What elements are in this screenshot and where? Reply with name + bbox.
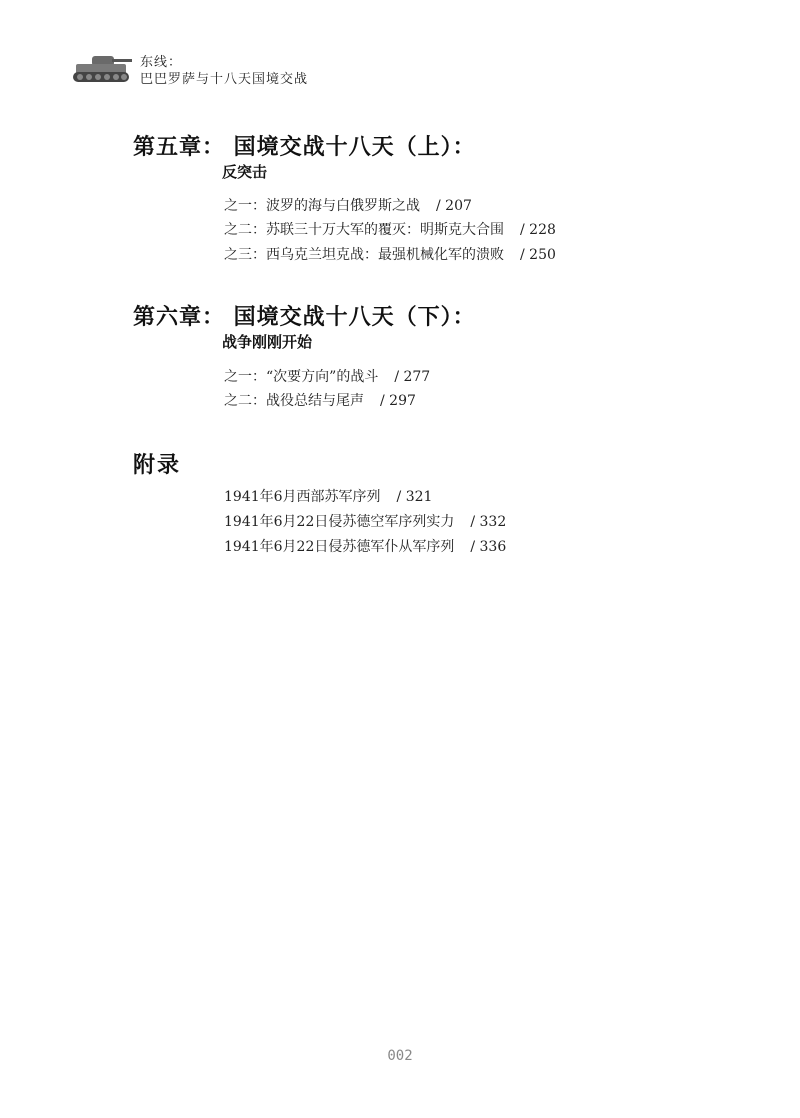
entry-page: / 277 <box>394 369 431 385</box>
appendix-title: 附录 <box>133 452 182 478</box>
chapter-5-subtitle: 反突击 <box>222 163 268 181</box>
running-header <box>72 48 432 88</box>
toc-entry[interactable] <box>224 219 556 239</box>
entry-page: / 297 <box>380 393 416 409</box>
appendix-entry[interactable] <box>224 486 432 506</box>
entry-page: / 332 <box>470 514 507 530</box>
tank-icon <box>72 50 134 86</box>
entry-page: / 207 <box>436 198 472 214</box>
toc-entry[interactable] <box>224 244 556 264</box>
entry-title: 1941年6月西部苏军序列 <box>224 489 381 505</box>
entry-page: / 250 <box>520 247 556 263</box>
header-title-line2: 巴巴罗萨与十八天国境交战 <box>140 72 309 87</box>
toc-entry[interactable] <box>224 366 430 386</box>
chapter-6-title: 第六章： 国境交战十八天（下）： <box>133 304 476 330</box>
entry-title: 之二：苏联三十万大军的覆灭：明斯克大合围 <box>224 222 504 238</box>
entry-page: / 336 <box>470 539 507 555</box>
appendix-entry[interactable] <box>224 536 506 556</box>
entry-title: 1941年6月22日侵苏德空军序列实力 <box>224 514 455 530</box>
entry-title: 之三：西乌克兰坦克战：最强机械化军的溃败 <box>224 247 504 263</box>
entry-title: 之一：“次要方向”的战斗 <box>224 369 379 385</box>
chapter-5-title: 第五章： 国境交战十八天（上）： <box>133 134 476 160</box>
toc-entry[interactable] <box>224 390 416 410</box>
entry-title: 之一：波罗的海与白俄罗斯之战 <box>224 198 420 214</box>
appendix-entry[interactable] <box>224 511 506 531</box>
header-title-line1: 东线： <box>140 55 183 70</box>
entry-title: 1941年6月22日侵苏德军仆从军序列 <box>224 539 455 555</box>
page-number: 002 <box>387 1048 413 1064</box>
entry-page: / 228 <box>520 222 556 238</box>
toc-entry[interactable] <box>224 195 472 215</box>
entry-page: / 321 <box>396 489 433 505</box>
entry-title: 之二：战役总结与尾声 <box>224 393 364 409</box>
chapter-6-subtitle: 战争刚刚开始 <box>222 333 313 351</box>
